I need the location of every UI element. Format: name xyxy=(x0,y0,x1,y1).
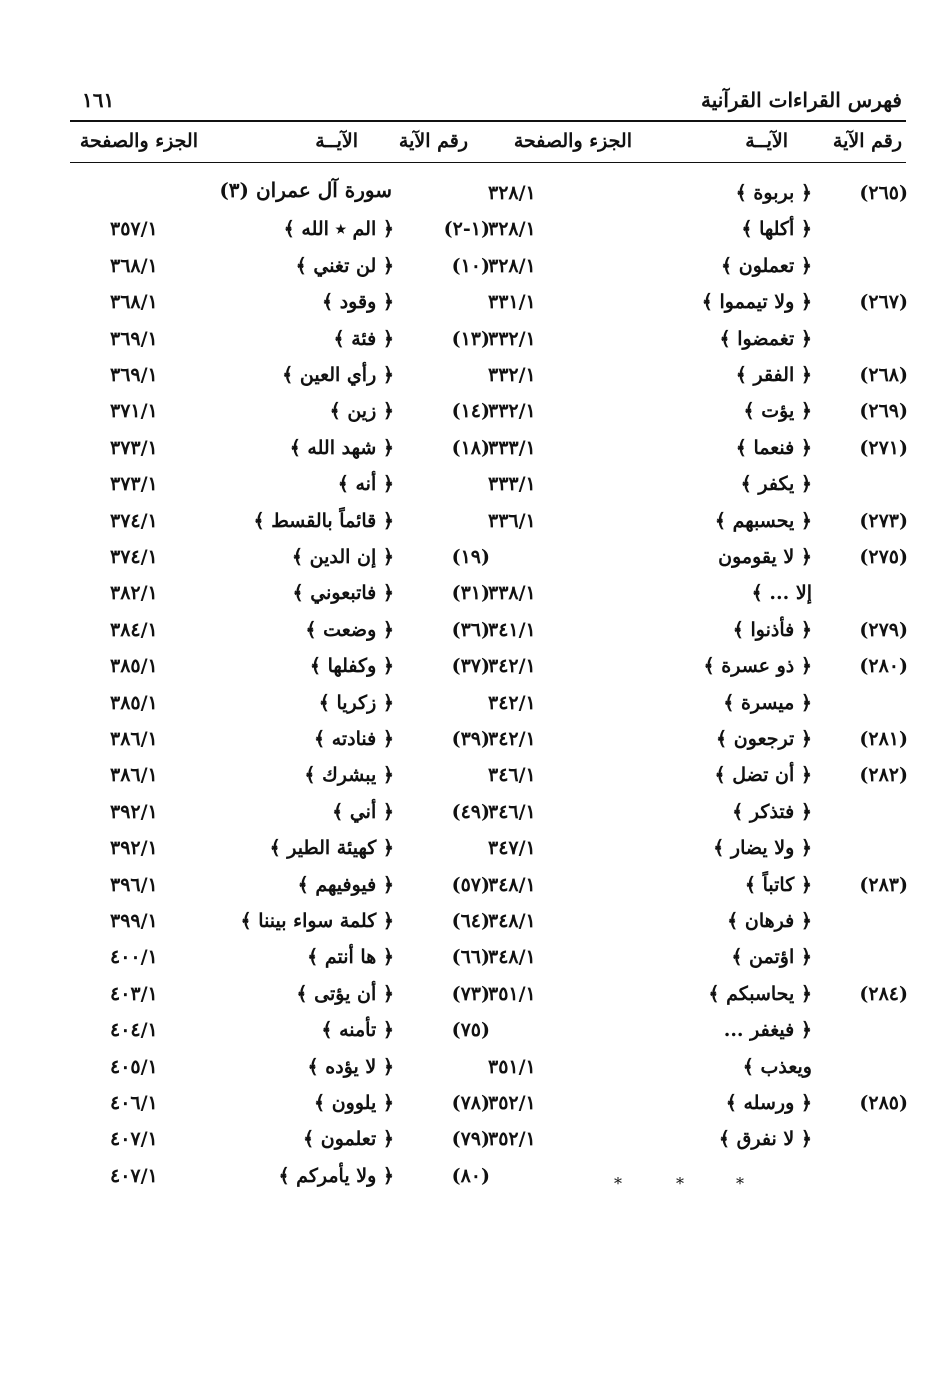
verse-text: ﴿ قائماً بالقسط ﴾ xyxy=(253,509,394,532)
verse-text: ﴿ ميسرة ﴾ xyxy=(723,691,812,714)
verse-number: (٢٨٢) xyxy=(859,764,908,787)
verse-text: ﴿ تعملون ﴾ xyxy=(721,254,812,277)
header-rule xyxy=(70,162,906,163)
index-row xyxy=(488,178,908,214)
verse-number: (٦٦) xyxy=(451,946,490,969)
index-row xyxy=(70,870,490,906)
verse-number: (٢٨١) xyxy=(859,728,908,750)
volume-page-ref: ٣٧٤/١ xyxy=(110,509,158,532)
volume-page-ref: ٣٥١/١ xyxy=(488,1055,536,1078)
verse-text: ﴿ أن يؤتى ﴾ xyxy=(296,982,394,1005)
volume-page-ref: ٣٩٦/١ xyxy=(110,873,158,896)
verse-number: (١٩) xyxy=(451,546,490,568)
index-row xyxy=(70,833,490,869)
index-row xyxy=(488,433,908,469)
index-row xyxy=(488,688,908,724)
volume-page-ref: ٣٥٢/١ xyxy=(488,1092,536,1114)
index-row xyxy=(488,797,908,833)
verse-number: (٢٨٣) xyxy=(859,873,908,896)
verse-text: ويعذب ﴾ xyxy=(742,1055,812,1078)
verse-number: (١٠) xyxy=(451,254,490,277)
page-number: ١٦١ xyxy=(82,88,115,112)
verse-number: (٢٧٥) xyxy=(859,546,908,568)
index-row xyxy=(70,1052,490,1088)
index-row xyxy=(70,942,490,978)
volume-page-ref: ٤٠٠/١ xyxy=(110,946,158,969)
volume-page-ref: ٣٨٤/١ xyxy=(110,618,158,641)
index-row xyxy=(70,797,490,833)
index-row xyxy=(70,979,490,1015)
volume-page-ref: ٣٦٨/١ xyxy=(110,291,158,314)
verse-number: (٢٦٧) xyxy=(859,291,908,314)
index-row xyxy=(488,396,908,432)
verse-text: ﴿ فأذنوا ﴾ xyxy=(732,618,812,641)
index-row xyxy=(488,469,908,505)
verse-text: ﴿ شهد الله ﴾ xyxy=(289,436,394,459)
verse-text: ﴿ إن الدين ﴾ xyxy=(291,546,394,568)
volume-page-ref: ٣٤١/١ xyxy=(488,618,536,641)
volume-page-ref: ٣٣٦/١ xyxy=(488,509,536,532)
index-row xyxy=(70,1161,490,1197)
header-verse-left: الآيــة xyxy=(315,130,358,152)
verse-text: ﴿ كلمة سواء بيننا ﴾ xyxy=(240,910,394,932)
volume-page-ref: ٣٤٦/١ xyxy=(488,800,536,823)
volume-page-ref: ٣٣١/١ xyxy=(488,291,536,314)
verse-text: ﴿ بربوة ﴾ xyxy=(735,182,812,204)
verse-text: ﴿ فرهان ﴾ xyxy=(727,910,812,932)
verse-text: ﴿ ولا يأمركم ﴾ xyxy=(278,1164,394,1187)
verse-text: ﴿ أن تضل ﴾ xyxy=(714,764,812,787)
volume-page-ref: ٣٨٥/١ xyxy=(110,691,158,714)
verse-text: ﴿ ذو عسرة ﴾ xyxy=(703,655,812,678)
volume-page-ref: ٣٣٣/١ xyxy=(488,473,536,496)
verse-number: (٢٨٥) xyxy=(859,1092,908,1114)
volume-page-ref: ٤٠٣/١ xyxy=(110,982,158,1005)
index-row xyxy=(70,542,490,578)
volume-page-ref: ٣٣٢/١ xyxy=(488,364,536,386)
index-row xyxy=(488,615,908,651)
verse-text: ﴿ أنه ﴾ xyxy=(337,473,394,496)
index-row xyxy=(488,833,908,869)
volume-page-ref: ٣٥٧/١ xyxy=(110,218,158,241)
verse-number: (١-٢) xyxy=(443,218,490,241)
verse-number: (١٨) xyxy=(451,436,490,459)
verse-number: (١٤) xyxy=(451,400,490,423)
volume-page-ref: ٣٢٨/١ xyxy=(488,182,536,204)
verse-text: ﴿ ولا تيمموا ﴾ xyxy=(701,291,812,314)
verse-text: ﴿ فنعما ﴾ xyxy=(735,436,812,459)
index-row xyxy=(70,724,490,760)
volume-page-ref: ٣٩٢/١ xyxy=(110,800,158,823)
header-volume-page-right: الجزء والصفحة xyxy=(513,130,632,152)
verse-text: ﴿ أني ﴾ xyxy=(332,800,394,823)
index-row xyxy=(488,979,908,1015)
volume-page-ref: ٤٠٦/١ xyxy=(110,1092,158,1114)
right-column xyxy=(488,178,908,1228)
volume-page-ref: ٣٩٩/١ xyxy=(110,910,158,932)
verse-number: (٧٥) xyxy=(451,1019,490,1042)
volume-page-ref: ٣٦٨/١ xyxy=(110,254,158,277)
header-volume-page-left: الجزء والصفحة xyxy=(79,130,198,152)
volume-page-ref: ٣٣٢/١ xyxy=(488,400,536,423)
verse-text: ﴿ يحسبهم ﴾ xyxy=(714,509,812,532)
verse-number: (٢٦٩) xyxy=(859,400,908,423)
verse-number: (٨٠) xyxy=(451,1164,490,1187)
volume-page-ref: ٣٨٥/١ xyxy=(110,655,158,678)
verse-text: ﴿ وضعت ﴾ xyxy=(305,618,394,641)
verse-text: ﴿ تأمنه ﴾ xyxy=(321,1019,394,1042)
volume-page-ref: ٣٤٢/١ xyxy=(488,728,536,750)
verse-text: ﴿ فتذكر ﴾ xyxy=(732,800,812,823)
volume-page-ref: ٣٧٣/١ xyxy=(110,473,158,496)
volume-page-ref: ٣٤٢/١ xyxy=(488,691,536,714)
verse-number: (٧٣) xyxy=(451,982,490,1005)
index-row xyxy=(70,1124,490,1160)
verse-number: (١٣) xyxy=(451,327,490,350)
volume-page-ref: ٣٨٦/١ xyxy=(110,764,158,787)
verse-number: (٢٦٨) xyxy=(859,364,908,386)
volume-page-ref: ٣٨٦/١ xyxy=(110,728,158,750)
index-row xyxy=(70,906,490,942)
verse-text: ﴿ الفقر ﴾ xyxy=(735,364,812,386)
verse-text: ﴿ رأي العين ﴾ xyxy=(282,364,394,386)
verse-text: ﴿ لن تغني ﴾ xyxy=(295,254,394,277)
verse-text: إلا ... ﴾ xyxy=(751,582,812,605)
verse-text: ﴿ لا نفرق ﴾ xyxy=(718,1128,812,1151)
index-row xyxy=(488,324,908,360)
volume-page-ref: ٣٤٢/١ xyxy=(488,655,536,678)
index-row xyxy=(70,688,490,724)
verse-text: ﴿ كهيئة الطير ﴾ xyxy=(269,837,394,860)
volume-page-ref: ٣٣٢/١ xyxy=(488,327,536,350)
running-title: فهرس القراءات القرآنية xyxy=(701,88,902,112)
end-mark: * xyxy=(614,1174,622,1193)
index-row xyxy=(488,287,908,323)
index-row xyxy=(70,469,490,505)
index-row xyxy=(70,615,490,651)
verse-number: (٢٧٩) xyxy=(859,618,908,641)
verse-text: ﴿ تغمضوا ﴾ xyxy=(719,327,812,350)
verse-text: ﴿ اؤتمن ﴾ xyxy=(731,946,812,969)
verse-text: ﴿ يلوون ﴾ xyxy=(313,1092,394,1114)
verse-text: ﴿ فيوفيهم ﴾ xyxy=(297,873,394,896)
volume-page-ref: ٤٠٤/١ xyxy=(110,1019,158,1042)
verse-text: ﴿ ترجعون ﴾ xyxy=(716,728,812,750)
index-row xyxy=(488,251,908,287)
verse-text: ﴿ يؤت ﴾ xyxy=(743,400,812,423)
index-row xyxy=(70,251,490,287)
index-row xyxy=(70,1088,490,1124)
header-verse-right: الآيــة xyxy=(745,130,788,152)
volume-page-ref: ٣٢٨/١ xyxy=(488,254,536,277)
index-row xyxy=(70,760,490,796)
volume-page-ref: ٤٠٧/١ xyxy=(110,1164,158,1187)
index-row xyxy=(70,396,490,432)
verse-text: ﴿ فئة ﴾ xyxy=(333,327,394,350)
volume-page-ref: ٣٨٢/١ xyxy=(110,582,158,605)
verse-text: ﴿ فاتبعوني ﴾ xyxy=(292,582,394,605)
index-row xyxy=(488,1088,908,1124)
end-mark: * xyxy=(676,1174,684,1193)
index-row xyxy=(488,214,908,250)
index-row xyxy=(488,651,908,687)
verse-number: (٧٩) xyxy=(451,1128,490,1151)
index-row xyxy=(488,360,908,396)
volume-page-ref: ٣٧٣/١ xyxy=(110,436,158,459)
verse-number: (٢٧١) xyxy=(859,436,908,459)
header-verse-number-right: رقم الآية xyxy=(832,130,902,152)
volume-page-ref: ٤٠٥/١ xyxy=(110,1055,158,1078)
surah-heading: سورة آل عمران (٣) xyxy=(219,178,392,202)
index-row xyxy=(70,433,490,469)
end-mark: * xyxy=(736,1174,744,1193)
verse-text: ﴿ زكريا ﴾ xyxy=(318,691,394,714)
volume-page-ref: ٣٤٨/١ xyxy=(488,946,536,969)
volume-page-ref: ٣٤٨/١ xyxy=(488,910,536,932)
index-row xyxy=(70,324,490,360)
verse-text: ﴿ زين ﴾ xyxy=(329,400,394,423)
verse-number: (٣١) xyxy=(451,582,490,605)
index-row xyxy=(488,1052,908,1088)
index-row xyxy=(488,1015,908,1051)
volume-page-ref: ٣٩٢/١ xyxy=(110,837,158,860)
verse-text: ﴿ ها أنتم ﴾ xyxy=(307,946,394,969)
index-row xyxy=(488,578,908,614)
verse-text: ﴿ وقود ﴾ xyxy=(321,291,394,314)
index-row xyxy=(70,1015,490,1051)
index-row xyxy=(70,651,490,687)
verse-number: (٦٤) xyxy=(451,910,490,932)
volume-page-ref: ٣٤٨/١ xyxy=(488,873,536,896)
verse-text: ﴿ يحاسبكم ﴾ xyxy=(708,982,812,1005)
index-row xyxy=(70,578,490,614)
top-rule xyxy=(70,120,906,122)
verse-text: ﴿ لا يقومون xyxy=(718,546,812,568)
verse-number: (٢٦٥) xyxy=(859,182,908,204)
volume-page-ref: ٣٥٢/١ xyxy=(488,1128,536,1151)
index-row xyxy=(488,760,908,796)
index-row xyxy=(70,506,490,542)
verse-text: ﴿ كاتباً ﴾ xyxy=(744,873,812,896)
index-row xyxy=(488,542,908,578)
volume-page-ref: ٣٢٨/١ xyxy=(488,218,536,241)
index-row xyxy=(488,506,908,542)
volume-page-ref: ٣٦٩/١ xyxy=(110,364,158,386)
verse-number: (٢٧٣) xyxy=(859,509,908,532)
index-row xyxy=(488,870,908,906)
volume-page-ref: ٣٣٣/١ xyxy=(488,436,536,459)
verse-number: (٤٩) xyxy=(451,800,490,823)
verse-text: ﴿ الم ٭ الله ﴾ xyxy=(283,218,394,241)
verse-number: (٣٦) xyxy=(451,618,490,641)
verse-number: (٢٨٤) xyxy=(859,982,908,1005)
volume-page-ref: ٣٣٨/١ xyxy=(488,582,536,605)
volume-page-ref: ٣٥١/١ xyxy=(488,982,536,1005)
volume-page-ref: ٣٤٧/١ xyxy=(488,837,536,860)
volume-page-ref: ٣٧١/١ xyxy=(110,400,158,423)
verse-number: (٣٩) xyxy=(451,728,490,750)
verse-text: ﴿ يكفر ﴾ xyxy=(740,473,812,496)
volume-page-ref: ٤٠٧/١ xyxy=(110,1128,158,1151)
volume-page-ref: ٣٦٩/١ xyxy=(110,327,158,350)
verse-number: (٢٨٠) xyxy=(859,655,908,678)
verse-text: ﴿ لا يؤده ﴾ xyxy=(307,1055,394,1078)
volume-page-ref: ٣٤٦/١ xyxy=(488,764,536,787)
volume-page-ref: ٣٧٤/١ xyxy=(110,546,158,568)
index-row xyxy=(70,214,490,250)
verse-text: ﴿ تعلمون ﴾ xyxy=(303,1128,394,1151)
index-row xyxy=(70,287,490,323)
index-row xyxy=(488,1124,908,1160)
verse-text: ﴿ ولا يضار ﴾ xyxy=(713,837,812,860)
verse-text: ﴿ فيغفر ... xyxy=(723,1019,812,1042)
left-column xyxy=(70,178,490,1228)
index-row xyxy=(488,906,908,942)
index-row xyxy=(488,724,908,760)
verse-number: (٣٧) xyxy=(451,655,490,678)
verse-text: ﴿ يبشرك ﴾ xyxy=(304,764,394,787)
verse-text: ﴿ فنادته ﴾ xyxy=(313,728,394,750)
verse-number: (٥٧) xyxy=(451,873,490,896)
index-row xyxy=(488,942,908,978)
index-row xyxy=(70,360,490,396)
verse-text: ﴿ أكلها ﴾ xyxy=(741,218,812,241)
verse-text: ﴿ وكفلها ﴾ xyxy=(309,655,394,678)
header-verse-number-left: رقم الآية xyxy=(398,130,468,152)
verse-text: ﴿ ورسله ﴾ xyxy=(725,1092,812,1114)
verse-number: (٧٨) xyxy=(451,1092,490,1114)
